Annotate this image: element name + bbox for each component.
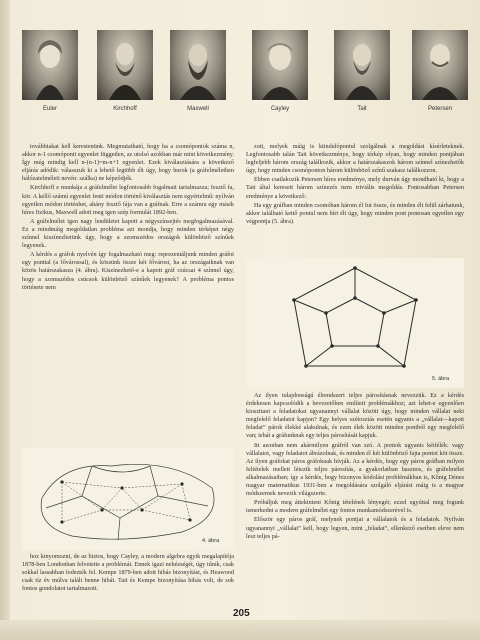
figure-5 <box>246 258 464 388</box>
paragraph: hoz kinyomozni, de az biztos, hogy Cayley, a modern algebra egyik megalapítója 1878-ben Londonban felvetette a problémát. Ennek igazi nehézségét, úgy tűnik, csak sokkal lassabban fedezték fel. Kempe 1879-ben adott hibás bizonyítást, és Heawood csak tíz év múlva talált benne hibát. Tait és Kempe bizonyítása hibás volt, de sok fontos gondolatot tartalmazott. <box>22 553 234 593</box>
figure-5-label: 5. ábra <box>432 376 450 382</box>
portrait-photo <box>334 30 390 100</box>
left-bottom-text <box>22 553 234 605</box>
right-column-bottom-text <box>246 392 464 606</box>
portrait-caption: Maxwell <box>187 106 209 112</box>
portrait-caption: Cayley <box>270 106 290 112</box>
left-column-text <box>22 143 234 443</box>
portrait-photo <box>22 30 78 100</box>
portrait-kirchhoff <box>97 30 153 112</box>
paragraph: Ebben csatlakozik Petersen híres eredménye, mely durván úgy mondható ki, hogy a Tait által keresett három színezés nem triviális megoldás. Fontosabban Petersen eredménye a következő: <box>246 176 464 200</box>
paragraph: Itt azonban nem akármilyen gráfról van szó. A pontok ugyanis kétfélék: vagy vállalatot, vagy feladatot ábrázolnak, és minden él két különböző fajta pontot köt össze. Az ilyen gráfokat páros gráfoknak hívják. Az a kérdés, hogy egy páros gráfban milyen feltételek mellett létezik teljes párosítás, a gyakorlatban hasznos, és gráfelmélet alkalmazásaiban; így a kérdés, hogy bizonyos kódolási problémákban is, Kőnig Dénes magyar matematikus 1931-ben a megoldására szolgáló eljárást máig is a magyar módszernek nevezik világszerte. <box>246 441 464 498</box>
paragraph: Az ilyen tulajdonságú élrendszert teljes párosításnak nevezzük. Ez a kérdés érdekesen kapcsolódik a bevezetőben említett problémákhoz; azt lehet-e egyenlően kioszttani a feladatokat ugyanannyi vállalat között úgy, hogy minden vállalat neki megfelelő feladatot kapjon? Egy helyes szétosztás esetén ugyanis a „vállalat—kapott feladat” párok élekké alakulnak, és ezen élek között minden pontból egy megfelelő van; tehát a gráfunknak egy teljes párosítását kapjuk. <box>246 392 464 440</box>
portrait-cayley <box>252 30 308 112</box>
portrait-petersen <box>412 30 468 112</box>
portrait-photo <box>412 30 468 100</box>
paragraph: Kirchhoff e munkája a gráfelmélet legfontosabb fogalmait tartalmazza; fesztő fa, kör. A kellő számú egyenlet fenti módon történő kiválasztás nem egyértelmű: nyílván egyetlen módon történhet, ahány fesztő fája van a gráfnak. Erre a számra egy másik híres fizikus, Maxwell adott meg igen szép formulát 1892-ben. <box>22 184 234 216</box>
page-bottom-edge <box>0 620 480 640</box>
portrait-photo <box>252 30 308 100</box>
portrait-caption: Petersen <box>427 106 452 112</box>
portrait-row <box>22 30 472 140</box>
figure-4 <box>22 448 234 550</box>
paragraph: Ha egy gráfban minden csomóban három él fut össze, és minden élt felül zárhatunk, akkor található kettő pontul nem bírt élt úgy, hogy minden pont pontosan egyetlen egy végpontja (5. ábra). <box>246 201 464 225</box>
portrait-caption: Tait <box>357 106 367 112</box>
portrait-caption: Kirchhoff <box>113 106 137 112</box>
figure-5-graph <box>246 258 464 388</box>
page-number: 205 <box>233 608 250 619</box>
right-column-top-text <box>246 143 464 255</box>
figure-4-graph <box>22 448 234 550</box>
paragraph: A kérdés a gráfok nyelvén így fogalmazható meg: reprezentáljunk minden gráfot egy ponttal (a fővárossal), és kössünk össze két fővárost, ha az országaiknak van közös határszakasza (4. ábra). Kiszínezhető-e a kapott gráf csúcsai 4 színnel úgy, hogy a szomszédos csúcsok különböző színűek legyenek? A probléma pontos története nem <box>22 251 234 291</box>
paragraph: Próbáljuk meg áttekinteni Kőnig tételének lényegét; ezzel egyúttal meg fogunk ismerkedni a modern gráfelmélet egy fontos munkamódszerével is. <box>246 499 464 515</box>
paragraph: zott, melyek máig is kiindulópontul szolgálnak a megoldási kísérleteknek. Legfontosabb talán Tait következménye, hogy térkép olyan, hogy minden pontjában legfeljebb három ország találkozik, akkor a határszakaszok három színnel színezhetők úgy, hogy minden csomóponton három különböző színű szakasz találkozzon. <box>246 143 464 175</box>
paragraph: továbbiakat kell kerestenünk. Megmutatható, hogy ha a csomópontok száma n, akkor n-1 csomóponti egyenlet független, az utolsó azokban már mint következmény. Így még mindig kell n-(n-1)=m-n+1 egyenlet. Ezek kiválasztására a következő eljárás adódik: válasszuk ki a lehető legtöbb élt úgy, hogy hurok (a gráfelméletben hálózatelméleti nevén: szálka) ne képződjék. <box>22 143 234 183</box>
portrait-caption: Euler <box>42 106 57 112</box>
portrait-photo <box>97 30 153 100</box>
paragraph: A gráfelmélet igen nagy lendületet kapott a négyszínsejtés megfogalmazásával. Ez a mindmáig megoldatlan probléma azt mondja, hogy minden térképet négy színnel kiszínezhetünk úgy, hogy a szomszédos országok különböző színűek legyenek. <box>22 217 234 250</box>
portrait-tait <box>334 30 390 112</box>
portrait-maxwell <box>170 30 226 112</box>
figure-4-label: 4. ábra <box>202 538 220 544</box>
portrait-photo <box>170 30 226 100</box>
portrait-euler <box>22 30 78 112</box>
page-gutter <box>0 0 10 640</box>
paragraph: Először egy páros gráf, melynek pontjai a vállalatok és a feladatok. Nyilván ugyanannyi „vállalat” kell, hogy legyen, mint „feladat”, ellenkező esetben eleve nem lesz teljes pá- <box>246 516 464 540</box>
